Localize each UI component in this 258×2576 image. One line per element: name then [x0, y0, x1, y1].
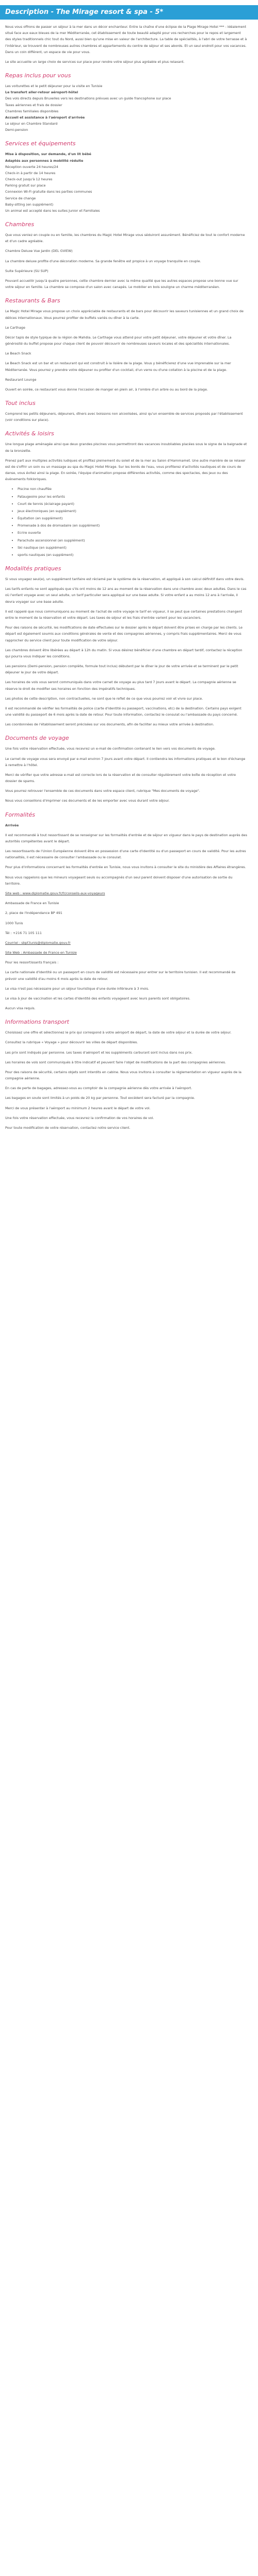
paragraph: Que vous veniez en couple ou en famille, les chambres du Magic Hotel Mirage vous séduiront assurément. Bénéficiez de tout le confort moderne et d'un cadre agréable. [5, 233, 245, 244]
section-title-transport: Informations transport [5, 1019, 69, 1026]
description-content [5, 24, 248, 1134]
list-item: Des vols directs depuis Bruxelles vers les destinations prévues avec un guide francophone sur place [5, 96, 171, 101]
paragraph: Pour les ressortissants français : [5, 960, 59, 965]
paragraph: Chambre Deluxe Vue Jardin (DEL GVIEW) [5, 249, 73, 253]
paragraph: Les tarifs enfants ne sont appliqués que s'ils ont moins de 12 ans au moment de la réservation dans une chambre avec deux adultes. Dans le cas où l'enfant voyage avec un seul adulte, un tarif particulier sera appliqué sur une base adulte. Si votre enfant a au moins 12 ans à l'arrivée, il devra voyager sur une base adulte. [5, 587, 247, 604]
list-item: • Ecrire ouverte [18, 530, 248, 536]
paragraph: Pour des raisons de sécurité, certains objets sont interdits en cabine. Nous vous invitons à consulter la réglementation en vigueur auprès de la compagnie aérienne. [5, 1070, 241, 1081]
paragraph: Les coordonnées de l'établissement seront précisées sur vos documents, afin de faciliter au mieux votre arrivée à destination. [5, 722, 214, 727]
section-title-documents: Documents de voyage [5, 735, 69, 742]
paragraph: Le Beach Snack est un bar et un restaurant qui est construit à la lisière de la plage. Vous y bénéficierez d'une vue imprenable sur la mer Méditerranée. Vous pourrez y prendre votre déjeuner ou profiter d'un cocktail, d'un verre ou d'une collation à la piscine et de la plage. [5, 361, 231, 372]
paragraph: Les prix sont indiqués par personne. Les taxes d'aéroport et les suppléments carburant sont inclus dans nos prix. [5, 1050, 193, 1055]
list-item: Réception ouverte 24 heures/24 [5, 164, 58, 169]
intro-paragraph: Le site accueille un large choix de services sur place pour rendre votre séjour plus agréable et plus relaxant. [5, 59, 185, 64]
paragraph: Les horaires de vols vous seront communiqués dans votre carnet de voyage au plus tard 7 jours avant le départ. La compagnie aérienne se réserve le droit de modifier ses horaires en fonction des impératifs techniques. [5, 680, 236, 691]
paragraph: 2, place de l'Indépendance BP 491 [5, 911, 62, 916]
list-item: • Court de tennis (éclairage payant) [18, 501, 248, 507]
list-item: Accueil et assistance à l'aéroport d'arrivée [5, 115, 85, 120]
paragraph: La carte nationale d'identité ou un passeport en cours de validité est nécessaire pour entrer sur le territoire tunisien. Il est recommandé de prévoir une validité d'au moins 6 mois après la date de retour. [5, 970, 236, 981]
list-item: Mise à disposition, sur demande, d'un lit bébé [5, 152, 91, 157]
paragraph: Une longue plage aménagée ainsi que deux grandes piscines vous permettront des vacances inoubliables placées sous le signe de la baignade et de la bronzette. [5, 442, 247, 453]
paragraph: Le visa à jour de vaccination et les cartes d'identité des enfants voyageant avec leurs parents sont obligatoires. [5, 996, 190, 1001]
paragraph: Une fois votre réservation effectuée, vous recevrez la confirmation de vos horaires de vol. [5, 1115, 154, 1120]
paragraph: Choisissez une offre et sélectionnez le prix qui correspond à votre aéroport de départ, la date de votre séjour et la durée de votre séjour. [5, 1030, 232, 1035]
paragraph: Les photos de cette description, non contractuelles, ne sont que le reflet de ce que vous pourrez voir et vivre sur place. [5, 696, 203, 701]
list-item: Adaptés aux personnes à mobilité réduite [5, 158, 84, 163]
website-link[interactable]: Site web : www.diplomatie.gouv.fr/fr/conseils-aux-voyageurs [5, 891, 105, 895]
list-item: Baby-sitting (en supplément) [5, 202, 54, 207]
list-item: Service de change [5, 196, 36, 200]
paragraph: Les chambres doivent être libérées au départ à 12h du matin. Si vous désirez bénéficier d'une chambre en départ tardif, contactez la réception qui pourra vous indiquer les conditions. [5, 648, 243, 658]
paragraph: Les pensions (Demi-pension, pension complète, formule tout inclus) débutent par le dîner le jour de votre arrivée et se terminent par le petit déjeuner le jour de votre départ. [5, 664, 238, 675]
paragraph: Les horaires de vols sont communiqués à titre indicatif et peuvent faire l'objet de modifications de la part des compagnies aériennes. [5, 1060, 227, 1064]
section-title-services: Services et équipements [5, 140, 76, 147]
paragraph: Ouvert en soirée, ce restaurant vous donne l'occasion de manger en plein air, à l'ombre d'un arbre ou au bord de la plage. [5, 387, 208, 392]
list-item: Un animal est accepté dans les suites Junior et Familiales [5, 208, 100, 213]
paragraph: Pour des raisons de sécurité, les modifications de date effectuées sur le dossier après le départ doivent être prises en charge par les clients. Le départ est également soumis aux conditions générales de vente et des compagnies aériennes, y compris frais supplémentaires. Merci de vous rapprocher du service client pour toute modification de votre séjour. [5, 625, 243, 642]
list-item: • Ski nautique (en supplément) [18, 545, 248, 551]
paragraph: Aucun visa requis. [5, 1006, 36, 1011]
paragraph: Il est rappelé que nous communiquons au moment de l'achat de votre voyage le tarif en vigueur, il se peut que certaines prestations changent entre le moment de la réservation et votre départ. Les taxes de séjour et les frais d'entrée varient pour les vacanciers. [5, 609, 243, 620]
paragraph: Le carnet de voyage vous sera envoyé par e-mail environ 7 jours avant votre départ. Il contiendra les informations pratiques et le bon d'échange à remettre à l'hôtel. [5, 756, 246, 767]
list-item: • Promenade à dos de dromadaire (en supplément) [18, 522, 248, 529]
section-title-restaurants: Restaurants & Bars [5, 297, 60, 304]
activities-list [18, 486, 248, 558]
paragraph: Il est recommandé de vérifier les formalités de police (carte d'identité ou passeport, vaccinations, etc) de la destination. Certains pays exigent une validité du passeport de 6 mois après la date de retour. Pour toute information, contactez le consulat ou l'ambassade du pays concerné. [5, 706, 241, 717]
paragraph: Ambassade de France en Tunisie [5, 901, 59, 906]
paragraph: La chambre deluxe profite d'une décoration moderne. Sa grande fenêtre est propice à un voyage tranquille en couple. [5, 259, 201, 263]
paragraph: Suite Supérieure (SU SUP) [5, 268, 49, 273]
paragraph: Nous vous conseillons d'imprimer ces documents et de les emporter avec vous durant votre séjour. [5, 799, 170, 803]
list-item: Parking gratuit sur place [5, 183, 46, 188]
paragraph: Le Beach Snack [5, 351, 31, 356]
list-item: • Jeux électroniques (en supplément) [18, 508, 248, 514]
paragraph: Comprend les petits déjeuners, déjeuners, dîners avec boissons non alcoolisées, ainsi qu'un ensemble de services proposés par l'établissement (voir conditions sur place). [5, 412, 243, 422]
list-item: • sports nautiques (en supplément) [18, 552, 248, 558]
paragraph: Restaurant Lounge [5, 377, 37, 382]
list-item: Demi-pension [5, 128, 28, 132]
list-item: Taxes aériennes et frais de dossier [5, 103, 62, 107]
paragraph: Merci de vous présenter à l'aéroport au minimum 2 heures avant le départ de votre vol. [5, 1106, 151, 1110]
list-item: • Piscine non chauffée [18, 486, 248, 492]
section-title-all-inclusive: Tout inclus [5, 400, 36, 407]
list-item: Check-in à partir de 14 heures [5, 171, 56, 175]
paragraph: Il est recommandé à tout ressortissant de se renseigner sur les formalités d'entrée et de séjour en vigueur dans le pays de destination auprès des autorités compétentes avant le départ. [5, 833, 247, 843]
included-list [5, 83, 248, 133]
paragraph: Pouvant accueillir jusqu'à quatre personnes, cette chambre dernier avec la même qualité que les autres espaces propose une bonne vue sur votre séjour en famille. La chambre se compose d'un salon avec canapés. Le mobilier en bois souligne un charme méditerranéen. [5, 278, 238, 290]
list-item: Les voiturettes et le petit déjeuner pour la visite en Tunisie [5, 84, 103, 89]
list-item: • Équitation (en supplément) [18, 515, 248, 521]
list-item: Le séjour en Chambre Standard [5, 122, 58, 126]
paragraph: Le Carthage [5, 325, 25, 330]
paragraph: Une fois votre réservation effectuée, vous recevrez un e-mail de confirmation contenant le lien vers vos documents de voyage. [5, 747, 216, 751]
section-title-practical: Modalités pratiques [5, 565, 61, 572]
list-item: Check-out jusqu'à 12 heures [5, 177, 53, 182]
paragraph: Prenez part aux multiples activités ludiques et profitez pleinement du soleil et de la mer au Salon d'Hammamet. Une autre manière de se relaxer est de s'offrir un soin ou un massage au spa du Magic Hotel Mirage. Sur les bords de l'eau, vous profiterez d'activités nautiques et de cours de danse, vous évitez ainsi la plage. En soirée, l'équipe d'animation propose différentes activités, comme des spectacles, des jeux ou des événements folkloriques. [5, 458, 246, 482]
paragraph: Décor tapis de style typique de la région de Mahdia. Le Carthage vous attend pour votre petit déjeuner, votre déjeuner et votre dîner. La générosité du buffet propose pour chaque client de pouvoir découvrir de nombreuses saveurs locales et des spécialités internationales. [5, 335, 232, 346]
section-title-rooms: Chambres [5, 221, 35, 228]
paragraph: Merci de vérifier que votre adresse e-mail est correcte lors de la réservation et de consulter régulièrement votre boîte de réception et votre dossier de spams. [5, 772, 236, 784]
list-item: • Pataugeoire pour les enfants [18, 494, 248, 500]
intro-paragraph: Nous vous offrons de passer un séjour à la mer dans un décor enchanteur. Entre la chaîne d'une éclipse de la Plage Mirage Hotel *** - Idéalement situé face aux eaux bleues de la mer Méditerranée, cet établissement de toute beauté adapté pour vos recherches pour le repos et largement des styles traditionnels chic tout du Nord, aussi bien qu'une mise en valeur de l'architecture. La table de spécialités, à l'abri de votre terrasse et à l'intérieur, se trouvent de nombreuses autres chambres et appartements du centre de séjour et ses abords. Et un seul endroit pour vos vacances. Dans un coin différent, un espace de vie pour vous. [5, 25, 247, 54]
paragraph: Le visa n'est pas nécessaire pour un séjour touristique d'une durée inférieure à 3 mois. [5, 986, 149, 991]
paragraph: Si vous voyagez seul(e), un supplément tarifaire est réclamé par le système de la réservation, et appliqué à son calcul définitif dans votre devis. [5, 577, 245, 582]
email-link[interactable]: Courriel : sbpf.tunis@diplomatie.gouv.fr [5, 940, 71, 945]
section-title-activities: Activités & loisirs [5, 430, 54, 437]
paragraph: Nous vous rappelons que les mineurs voyageant seuls ou accompagnés d'un seul parent doivent disposer d'une autorisation de sortie du territoire. [5, 875, 233, 886]
paragraph: En cas de perte de bagages, adressez-vous au comptoir de la compagnie aérienne dès votre arrivée à l'aéroport. [5, 1086, 192, 1091]
paragraph: Pour plus d'informations concernant les formalités d'entrée en Tunisie, nous vous invitons à consulter le site du ministère des Affaires étrangères. [5, 865, 246, 870]
website-link[interactable]: Site Web : Ambassade de France en Tunisie [5, 951, 77, 955]
list-item: Chambres familiales disponibles [5, 109, 59, 113]
paragraph: Les ressortissants de l'Union Européenne doivent être en possession d'une carte d'identité ou d'un passeport en cours de validité. Pour les autres nationalités, il est nécessaire de consulter l'ambassade ou le consulat. [5, 849, 246, 860]
paragraph: Le Magic Hotel Mirage vous propose un choix appréciable de restaurants et de bars pour découvrir les saveurs tunisiennes et un grand choix de délices internationaux. Vous pourrez profiter de buffets variés ou dîner à la carte. [5, 309, 244, 320]
list-item: • Parachute ascensionnel (en supplément) [18, 537, 248, 544]
page-title: Description - The Mirage resort & spa - 5* [5, 8, 164, 16]
paragraph: Tél : +216 71 105 111 [5, 930, 42, 935]
paragraph: 1000 Tunis [5, 921, 23, 925]
description-header [0, 5, 258, 20]
paragraph: Vous pourrez retrouver l'ensemble de ces documents dans votre espace client, rubrique "Mes documents de voyage". [5, 789, 200, 793]
subsection-title: Arrivée [5, 823, 19, 827]
list-item: Connexion Wi-Fi gratuite dans les parties communes [5, 190, 92, 194]
paragraph: Consultez la rubrique « Voyage » pour découvrir les villes de départ disponibles. [5, 1040, 138, 1045]
list-item: Le transfert aller-retour aéroport-hôtel [5, 90, 78, 95]
section-title-formalities: Formalités [5, 811, 35, 818]
paragraph: Pour toute modification de votre réservation, contactez notre service client. [5, 1125, 131, 1130]
section-title-included: Repas inclus pour vous [5, 72, 71, 79]
paragraph: Les bagages en soute sont limités à un poids de 20 kg par personne. Tout excédent sera facturé par la compagnie. [5, 1096, 195, 1100]
services-list [5, 151, 248, 214]
